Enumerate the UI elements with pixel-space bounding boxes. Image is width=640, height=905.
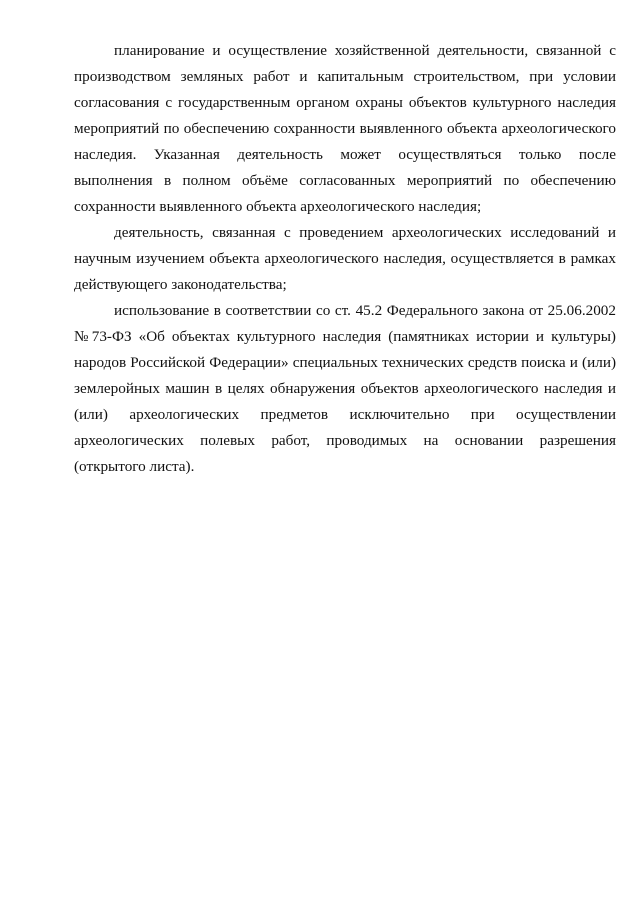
paragraph-earthworks: планирование и осуществление хозяйственной деятельности, связанной с производством земляных работ и капитальным строительством, при условии согласования с государственным органом охраны объектов культурного наследия мероприятий по обеспечению сохранности выявленного объекта археологического наследия. Указанная деятельность может осуществляться только после выполнения в полном объёме согласованных мероприятий по обеспечению сохранности выявленного объекта археологического наследия;: [74, 42, 616, 215]
document-page: [74, 38, 616, 480]
paragraph-technical-means: использование в соответствии со ст. 45.2 Федерального закона от 25.06.2002 №73-ФЗ «Об объектах культурного наследия (памятниках истории и культуры) народов Российской Федерации» специальных технических средств поиска и (или) землеройных машин в целях обнаружения объектов археологического наследия и (или) археологических предметов исключительно при осуществлении археологических полевых работ, проводимых на основании разрешения (открытого листа).: [74, 302, 616, 475]
paragraph-research: деятельность, связанная с проведением археологических исследований и научным изучением объекта археологического наследия, осуществляется в рамках действующего законодательства;: [74, 224, 616, 293]
